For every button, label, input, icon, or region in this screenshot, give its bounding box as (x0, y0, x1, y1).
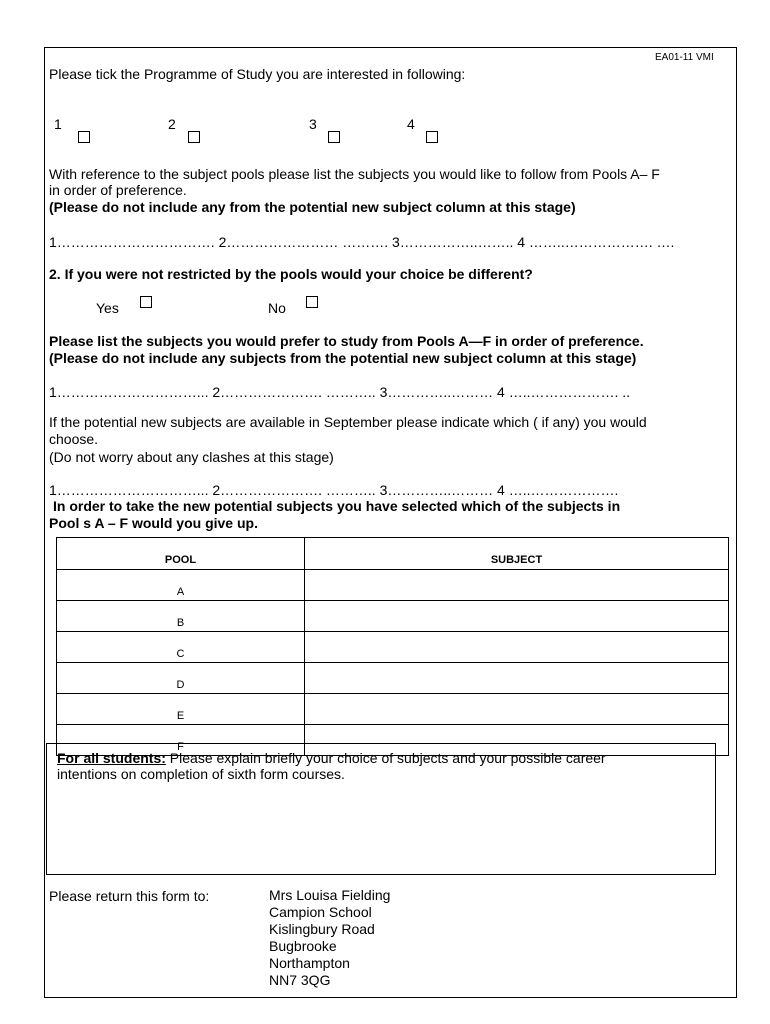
question2-text: 2. If you were not restricted by the pools would your choice be different? (49, 266, 533, 282)
table-row (57, 570, 729, 601)
new-subjects-fill-line[interactable]: 1…………………………... 2…………………. ……….. 3…………..……… 4 …..………………. (49, 482, 619, 498)
table-row (57, 694, 729, 725)
programme-option-3-label: 3 (309, 116, 317, 132)
new-subjects-line3: (Do not worry about any clashes at this stage) (49, 449, 334, 465)
subject-cell-d[interactable] (305, 663, 729, 694)
address-line: Kislingbury Road (269, 921, 375, 937)
return-address (269, 887, 390, 989)
table-row (57, 601, 729, 632)
prefer-fill-line[interactable]: 1…………………………... 2…………………. ……….. 3…………..……… 4 …..………………. .. (49, 384, 631, 400)
prefer-instruction-line2: (Please do not include any subjects from the potential new subject column at this stage) (49, 350, 637, 366)
pool-cell-a: A (57, 570, 305, 601)
new-subjects-line2: choose. (49, 431, 99, 447)
address-line: Campion School (269, 904, 372, 920)
pool-table-header (57, 538, 729, 570)
give-up-line1: In order to take the new potential subjects you have selected which of the subjects in (53, 498, 621, 514)
form-code: EA01-11 VMI (655, 52, 714, 63)
pools-instruction-line1: With reference to the subject pools please list the subjects you would like to follow from Pools A– F (49, 166, 660, 182)
pool-table (56, 537, 729, 756)
subject-header: SUBJECT (305, 538, 729, 570)
explanation-prompt (57, 750, 702, 782)
subject-cell-a[interactable] (305, 570, 729, 601)
pool-cell-d: D (57, 663, 305, 694)
pool-header: POOL (57, 538, 305, 570)
prefer-instruction-line1: Please list the subjects you would prefer to study from Pools A—F in order of preference. (49, 333, 644, 349)
explanation-text: Please explain briefly your choice of subjects and your possible career (165, 750, 606, 766)
yes-checkbox[interactable] (140, 296, 152, 308)
subject-cell-b[interactable] (305, 601, 729, 632)
give-up-line2: Pool s A – F would you give up. (49, 515, 258, 531)
pool-cell-e: E (57, 694, 305, 725)
explanation-line2: intentions on completion of sixth form courses. (57, 766, 345, 782)
programme-option-4-label: 4 (407, 116, 415, 132)
address-line: Mrs Louisa Fielding (269, 887, 391, 903)
explanation-box[interactable] (46, 743, 716, 875)
pools-note: (Please do not include any from the potential new subject column at this stage) (49, 199, 576, 215)
pool-cell-c: C (57, 632, 305, 663)
pools-fill-line[interactable]: 1……………………………. 2…………………… ………. 3……………..…….. 4 ……..………………. …. (49, 234, 675, 250)
table-row (57, 663, 729, 694)
address-line: Northampton (269, 955, 350, 971)
explanation-lead: For all students: (57, 750, 166, 766)
programme-option-1-label: 1 (54, 116, 62, 132)
return-label: Please return this form to: (49, 888, 210, 904)
programme-option-1-checkbox[interactable] (78, 131, 90, 143)
pools-instruction-line2: in order of preference. (49, 182, 187, 198)
programme-option-3-checkbox[interactable] (328, 131, 340, 143)
pool-cell-f: F (57, 725, 305, 756)
programme-instruction: Please tick the Programme of Study you are interested in following: (49, 66, 466, 82)
yes-label: Yes (96, 300, 119, 316)
table-row (57, 632, 729, 663)
subject-cell-c[interactable] (305, 632, 729, 663)
no-checkbox[interactable] (306, 296, 318, 308)
subject-cell-e[interactable] (305, 694, 729, 725)
address-line: NN7 3QG (269, 972, 331, 988)
no-label: No (268, 300, 286, 316)
new-subjects-line1: If the potential new subjects are available in September please indicate which ( if any) you would (49, 414, 647, 430)
programme-option-2-label: 2 (168, 116, 176, 132)
address-line: Bugbrooke (269, 938, 337, 954)
programme-option-2-checkbox[interactable] (188, 131, 200, 143)
programme-option-4-checkbox[interactable] (426, 131, 438, 143)
pool-cell-b: B (57, 601, 305, 632)
